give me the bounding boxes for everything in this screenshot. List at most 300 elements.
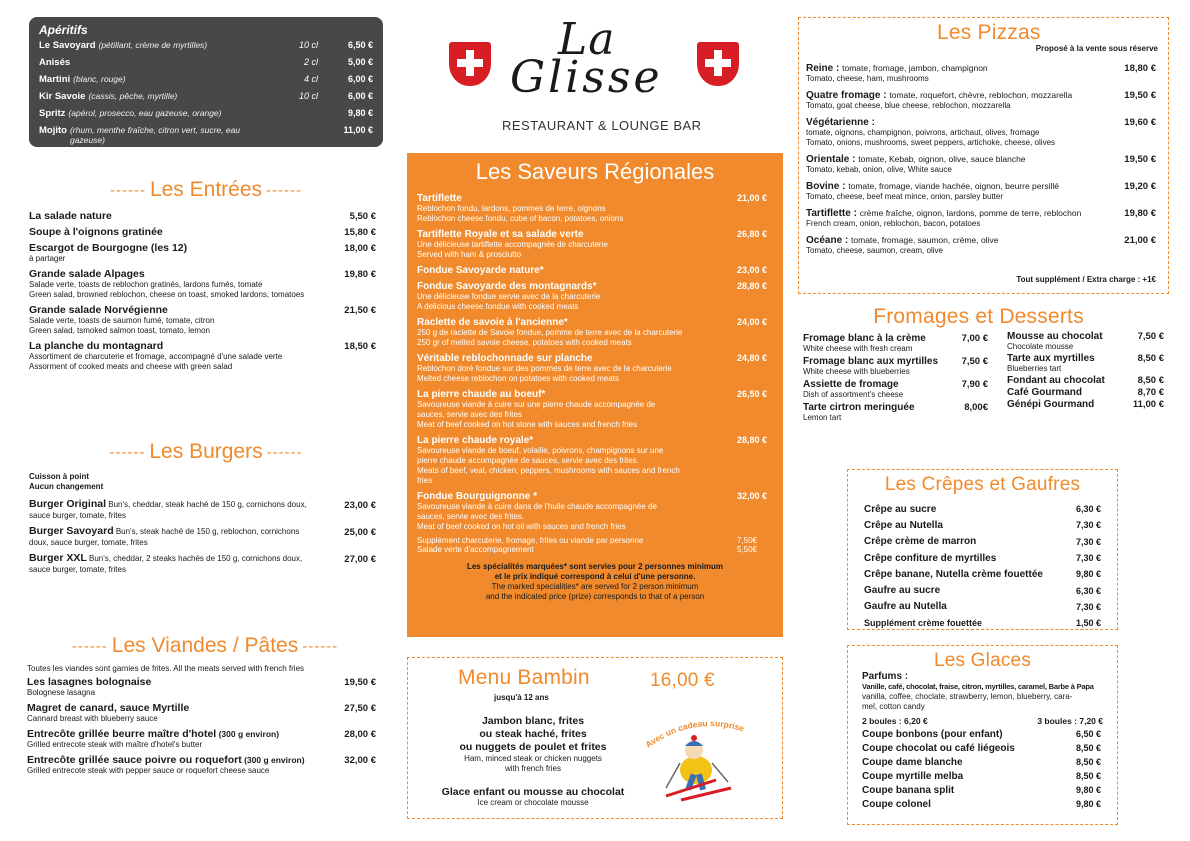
saveur-name: Raclette de savoie à l'ancienne*: [417, 317, 568, 328]
glace-name: Coupe banana split: [862, 784, 955, 796]
aperitif-price: 9,80 €: [347, 108, 373, 118]
crepe-price: 7,30 €: [1075, 520, 1101, 531]
dessert-price: 8,00€: [964, 402, 988, 413]
saveur-row: [417, 389, 773, 400]
viande-name: Entrecôte grillée beurre maître d'hotel: [27, 728, 217, 740]
viande-desc: Grilled entrecote steak with pepper sauce or roquefort cheese sauce: [27, 766, 270, 775]
aperitif-price: 11,00 €: [343, 125, 373, 135]
saveur-name: Fondue Bourguignonne *: [417, 491, 537, 502]
pizza-item: [806, 90, 1156, 111]
aperitif-row: [39, 108, 373, 125]
bambin-main-en-line: Ham, minced steak or chicken nuggets: [464, 754, 602, 763]
viande-row: [27, 676, 383, 688]
saveurs-regionales-panel: [407, 153, 783, 637]
dessert-price: 8,50 €: [1137, 353, 1164, 364]
viandes-list: [27, 676, 383, 776]
bambin-main-en: [438, 754, 628, 774]
saveur-item: [417, 229, 773, 260]
entree-item: [29, 226, 383, 238]
glaces-panel: [847, 645, 1118, 825]
bambin-main-line: ou nuggets de poulet et frites: [459, 741, 607, 753]
viande-item: [27, 702, 383, 724]
entree-name: Grande salade Alpages: [29, 268, 145, 280]
pizza-desc-en: French cream, onion, reblochon, bacon, potatoes: [806, 219, 981, 228]
saveur-desc: A delicious cheese fondue with cooked meats: [417, 302, 579, 311]
aperitif-name: Spritz: [39, 108, 66, 119]
entree-desc: Green salad, browned reblochon, cheese on toast, smoked lardons, tomatoes: [29, 290, 305, 299]
viande-desc: Cannard breast with blueberry sauce: [27, 714, 158, 723]
aperitif-name: Mojito: [39, 125, 67, 136]
pizza-desc-fr: tomate, roquefort, chèvre, reblochon, mozzarella: [889, 90, 1073, 100]
pizza-item: [806, 235, 1156, 256]
crepe-row: [864, 534, 1101, 550]
crepe-name: Crêpe au sucre: [864, 503, 937, 515]
pizza-desc-en: Tomato, goat cheese, blue cheese, reblochon, mozzarella: [806, 101, 1011, 110]
pizza-desc-fr: tomate, fromage, saumon, crème, olive: [851, 235, 999, 245]
glace-name: Coupe colonel: [862, 798, 931, 810]
entree-price: 21,50 €: [344, 305, 376, 316]
crepe-row: [864, 582, 1101, 598]
burger-price: 23,00 €: [344, 500, 376, 511]
dessert-desc: White cheese with fresh cream: [803, 344, 913, 353]
saveur-desc: Meats of beef, veal, chicken, peppers, mushrooms with sauces and french: [417, 466, 680, 475]
glace-price: 8,50 €: [1075, 771, 1101, 781]
aperitif-desc: (apérol, prosecco, eau gazeuse, orange): [68, 108, 222, 118]
viande-name-wrap: [27, 754, 305, 766]
entree-desc: Salade verte, toasts de saumon fumé, tomate, citron: [29, 316, 215, 325]
crepe-price: 6,30 €: [1075, 504, 1101, 515]
aperitif-desc: (blanc, rouge): [73, 74, 126, 84]
dessert-desc: Lemon tart: [803, 413, 842, 422]
pizza-name-wrap: Tartiflette : crème fraîche, oignon, lardons, pomme de terre, reblochon: [806, 208, 1082, 219]
glace-row: [862, 769, 1103, 783]
saveurs-title: Les Saveurs Régionales: [475, 159, 715, 184]
pizza-row: [806, 117, 1156, 128]
saveur-desc: Meat of beef cooked on hot oil with sauces and french fries: [417, 522, 626, 531]
saveur-desc: 250 g de raclette de Savoie fondue, pomme de terre avec de la charcuterie: [417, 328, 683, 337]
saveurs-extra2-label: Salade verte d'accompagnement: [417, 545, 534, 554]
pizzas-panel: [798, 17, 1169, 294]
pizza-row: [806, 208, 1156, 219]
saveur-note-line: Les spécialités marquées* sont servies pour 2 personnes minimum: [466, 562, 724, 571]
aperitif-price: 5,00 €: [347, 57, 373, 67]
bambin-main: [438, 715, 628, 774]
viande-name-wrap: [27, 728, 279, 740]
saveur-price: 23,00 €: [736, 265, 767, 275]
dessert-price: 7,50 €: [1137, 331, 1164, 342]
pizza-desc-en: Tomato, cheese, ham, mushrooms: [806, 74, 929, 83]
aperitif-row: [39, 91, 373, 108]
saveur-desc: Savoureuse viande à cuire dans de l'huile chaude accompagnée de: [417, 502, 657, 511]
viande-desc: Grilled entrecote steak with maître d'hotel's butter: [27, 740, 203, 749]
logo-tagline: RESTAURANT & LOUNGE BAR: [502, 118, 702, 133]
saveurs-list: [417, 193, 773, 532]
burger-name: Burger XXL: [29, 552, 87, 564]
entree-desc: Green salad, tsmoked salmon toast, tomato, lemon: [29, 326, 210, 335]
burgers-section: [29, 440, 383, 579]
aperitif-row: [39, 40, 373, 57]
dessert-desc: Dish of assortment's cheese: [803, 390, 904, 399]
restaurant-logo: [440, 14, 746, 143]
savoie-flag-left-icon: [449, 42, 491, 86]
saveur-desc: pierre chaude accompagnée de sauces, servie avec des frites.: [417, 456, 639, 465]
saveur-price: 28,80 €: [736, 435, 767, 445]
saveurs-extra1: [417, 536, 773, 545]
burger-text: [29, 525, 329, 548]
bambin-main-line: ou steak haché, frites: [479, 728, 587, 740]
entree-desc: Salade verte, toasts de reblochon gratinés, lardons fumés, tomate: [29, 280, 263, 289]
dessert-price: 8,70 €: [1137, 387, 1164, 398]
dessert-row: [803, 333, 988, 344]
entrees-section: [29, 178, 383, 376]
saveur-note-line: The marked specialities* are served for 2 person minimum: [491, 582, 699, 591]
viandes-note: Toutes les viandes sont garnies de frites. All the meats served with french fries: [27, 664, 305, 673]
saveur-row: [417, 353, 773, 364]
dessert-price: 7,50 €: [961, 356, 988, 367]
pizza-row: [806, 90, 1156, 101]
saveur-desc: sauces, servie avec des frites.: [417, 512, 525, 521]
pizza-desc-fr: tomate, fromage, viande hachée, oignon, beurre persillé: [848, 181, 1059, 191]
saveur-desc: 250 gr of melted savoie cheese, potatoes with cooked meats: [417, 338, 632, 347]
viandes-title: Les Viandes / Pâtes: [111, 634, 299, 657]
aperitif-price: 6,00 €: [347, 74, 373, 84]
burger-desc: Bun's, cheddar, steak haché de 150 g, cornichons doux,: [106, 500, 307, 509]
pizza-desc-en: Tomato, kebab, onion, olive, White sauce: [806, 165, 952, 174]
pizza-row: [806, 154, 1156, 165]
aperitif-row: [39, 125, 373, 145]
saveur-name: Tartiflette Royale et sa salade verte: [417, 229, 584, 240]
entree-row: [29, 226, 383, 238]
entree-price: 15,80 €: [344, 227, 376, 238]
saveur-desc: fries: [417, 476, 433, 485]
pizza-desc-fr: tomate, fromage, jambon, champignon: [842, 63, 988, 73]
burger-desc: Bun's, cheddar, 2 steaks hachés de 150 g, cornichons doux,: [86, 554, 303, 563]
dessert-item: [803, 356, 988, 377]
menu-bambin-panel: [407, 657, 783, 819]
dessert-price: 7,90 €: [961, 379, 988, 390]
dessert-item: [1007, 375, 1164, 386]
bambin-main-fr: [438, 715, 628, 754]
glaces-parfums-fr: Vanille, café, chocolat, fraise, citron, myrtilles, caramel, Barbe à Papa: [862, 682, 1094, 691]
viande-row: [27, 728, 383, 740]
dessert-desc: White cheese with blueberries: [803, 367, 910, 376]
pizza-item: [806, 181, 1156, 202]
viande-name-wrap: [27, 676, 151, 688]
dessert-name: Mousse au chocolat: [1007, 331, 1103, 342]
saveur-name: Véritable reblochonnade sur planche: [417, 353, 593, 364]
aperitif-volume: 2 cl: [303, 57, 318, 67]
saveur-item: [417, 265, 773, 276]
saveur-item: [417, 389, 773, 430]
dessert-name: Tarte aux myrtilles: [1007, 353, 1095, 364]
saveur-name: La pierre chaude royale*: [417, 435, 534, 446]
pizza-price: 19,50 €: [1124, 90, 1156, 101]
crepe-price: 6,30 €: [1075, 585, 1101, 596]
dessert-row: [1007, 353, 1164, 364]
saveurs-extra2: [417, 545, 773, 554]
saveurs-note: [417, 562, 773, 602]
burger-desc: Bun's, steak haché de 150 g, reblochon, cornichons: [113, 527, 300, 536]
glace-row: [862, 727, 1103, 741]
crepe-name: Crêpe au Nutella: [864, 519, 943, 531]
dessert-row: [1007, 331, 1164, 342]
pizza-name-wrap: Reine : tomate, fromage, jambon, champignon: [806, 63, 988, 74]
glaces-title: Les Glaces: [933, 650, 1032, 671]
dessert-price: 11,00 €: [1132, 399, 1164, 410]
pizza-item: [806, 154, 1156, 175]
glace-row: [862, 755, 1103, 769]
viande-name-wrap: [27, 702, 189, 714]
bambin-main-line: Jambon blanc, frites: [481, 715, 585, 727]
saveur-name: La pierre chaude au boeuf*: [417, 389, 546, 400]
dessert-name: Assiette de fromage: [803, 379, 899, 390]
burger-price: 25,00 €: [344, 527, 376, 538]
aperitif-volume: 10 cl: [298, 91, 318, 101]
burger-name: Burger Original: [29, 498, 107, 510]
aperitif-name: Le Savoyard: [39, 40, 96, 51]
dessert-desc: Blueberries tart: [1007, 364, 1062, 373]
burger-item: [29, 498, 383, 521]
pizza-price: 19,80 €: [1124, 208, 1156, 219]
burger-line1: [29, 525, 329, 538]
pizza-price: 19,20 €: [1124, 181, 1156, 192]
crepe-row: [864, 550, 1101, 566]
glace-name: Coupe bonbons (pour enfant): [862, 728, 1003, 740]
entree-desc: Assorment of cooked meats and cheese with green salad: [29, 362, 233, 371]
crepe-name: Gaufre au Nutella: [864, 601, 947, 613]
saveur-item: [417, 491, 773, 532]
crepes-title: Les Crêpes et Gaufres: [884, 474, 1081, 495]
entree-price: 5,50 €: [349, 211, 376, 222]
glace-price: 6,50 €: [1075, 729, 1101, 739]
dessert-item: [803, 379, 988, 400]
crepe-price: 7,30 €: [1075, 553, 1101, 564]
entree-row: [29, 210, 383, 222]
saveur-price: 26,80 €: [736, 229, 767, 239]
entrees-title: Les Entrées: [149, 178, 263, 201]
dessert-item: [1007, 331, 1164, 352]
glaces-boules: [862, 716, 1103, 726]
pizza-row: [806, 181, 1156, 192]
pizza-item: [806, 208, 1156, 229]
burgers-title-row: ------ Les Burgers ------: [109, 440, 303, 463]
pizza-price: 19,60 €: [1124, 117, 1156, 128]
viande-price: 27,50 €: [344, 703, 376, 714]
dessert-item: [1007, 399, 1164, 410]
dessert-price: 8,50 €: [1137, 375, 1164, 386]
entree-row: [29, 304, 383, 316]
saveur-desc: Served with ham & prosciutto: [417, 250, 522, 259]
burger-desc2: doux, sauce burger, tomate, frites: [29, 538, 148, 547]
saveur-desc: sauces, servie avec des frites: [417, 410, 522, 419]
saveur-item: [417, 281, 773, 312]
entree-name: Soupe à l'oignons gratinée: [29, 226, 163, 238]
bambin-gift-text: Avec un cadeau surprise: [643, 718, 746, 750]
pizza-item: [806, 63, 1156, 84]
saveur-item: [417, 435, 773, 486]
viande-name: Les lasagnes bolognaise: [27, 676, 152, 688]
entree-name: Escargot de Bourgogne (les 12): [29, 242, 188, 254]
burgers-note-cuisson: Cuisson à point: [29, 472, 89, 481]
saveur-name: Fondue Savoyarde des montagnards*: [417, 281, 597, 292]
glace-row: [862, 797, 1103, 811]
crepe-row: [864, 566, 1101, 582]
entree-name: Grande salade Norvégienne: [29, 304, 168, 316]
glace-name: Coupe myrtille melba: [862, 770, 964, 782]
pizza-price: 18,80 €: [1124, 63, 1156, 74]
saveur-row: [417, 317, 773, 328]
dessert-row: [803, 379, 988, 390]
viande-price: 28,00 €: [344, 729, 376, 740]
entree-price: 19,80 €: [344, 269, 376, 280]
glace-price: 9,80 €: [1075, 785, 1101, 795]
entree-item: [29, 242, 383, 264]
viande-extra: (300 g environ): [241, 755, 305, 765]
saveurs-extra2-price: 5,50€: [736, 545, 757, 554]
bambin-dessert-en: Ice cream or chocolate mousse: [477, 798, 589, 807]
saveur-price: 24,80 €: [736, 353, 767, 363]
crepe-row: [864, 615, 1101, 631]
saveur-desc: Savoureuse viande de boeuf, volaille, poivrons, champignons sur une: [417, 446, 664, 455]
entree-item: [29, 268, 383, 300]
burger-text: [29, 552, 329, 575]
bambin-dessert-fr: Glace enfant ou mousse au chocolat: [441, 786, 625, 798]
viande-item: [27, 676, 383, 698]
glace-row: [862, 741, 1103, 755]
saveur-row: [417, 491, 773, 502]
glace-price: 9,80 €: [1075, 799, 1101, 809]
saveur-note-line: and the indicated price (prize) corresponds to that of a person: [485, 592, 705, 601]
saveur-note-line: et le prix indiqué correspond à celui d'une personne.: [494, 572, 696, 581]
saveur-item: [417, 317, 773, 348]
glaces-parfums-en2: mel, cotton candy: [862, 702, 925, 711]
entrees-list: [29, 210, 383, 372]
burger-item: [29, 525, 383, 548]
dessert-row: [1007, 387, 1164, 398]
aperitifs-list: [39, 40, 373, 145]
saveur-desc: Reblochon fondu, lardons, pommes de terre, oignons: [417, 204, 606, 213]
burger-text: [29, 498, 329, 521]
entree-item: [29, 340, 383, 372]
crepes-panel: [847, 469, 1118, 630]
entree-name: La salade nature: [29, 210, 112, 222]
fromages-left-list: [803, 333, 988, 425]
aperitif-desc: (pétillant, crème de myrtilles): [98, 40, 208, 50]
crepe-price: 7,30 €: [1075, 601, 1101, 612]
glace-row: [862, 783, 1103, 797]
glace-price: 8,50 €: [1075, 757, 1101, 767]
burger-line1: [29, 552, 329, 565]
entree-price: 18,00 €: [344, 243, 376, 254]
pizza-price: 19,50 €: [1124, 154, 1156, 165]
crepe-row: [864, 599, 1101, 615]
dessert-name: Fromage blanc à la crème: [803, 333, 926, 344]
burgers-list: [29, 498, 383, 575]
entree-item: [29, 210, 383, 222]
glaces-parfums-label: Parfums :: [862, 671, 909, 682]
pizza-desc-en: tomate, oignons, champignon, poivrons, artichaut, olives, fromage: [806, 128, 1040, 137]
viande-item: [27, 728, 383, 750]
crepe-row: [864, 501, 1101, 517]
logo-line1: La: [558, 14, 616, 65]
viande-row: [27, 754, 383, 766]
entree-row: [29, 340, 383, 352]
crepe-name: Crêpe crème de marron: [864, 536, 977, 548]
dessert-item: [1007, 353, 1164, 374]
entree-row: [29, 268, 383, 280]
entree-name: La planche du montagnard: [29, 340, 164, 352]
saveur-name: Fondue Savoyarde nature*: [417, 265, 544, 276]
saveur-desc: Reblochon cheese fondu, cube of bacon, potatoes, onions: [417, 214, 624, 223]
pizza-name-wrap: Océane : tomate, fromage, saumon, crème, olive: [806, 235, 999, 246]
saveur-row: [417, 281, 773, 292]
aperitif-price: 6,00 €: [347, 91, 373, 101]
glaces-parfums-en: vanilla, coffee, choclate, strawberry, lemon, blueberry, cara-: [862, 692, 1073, 701]
pizza-desc-fr: tomate, Kebab, oignon, olive, sauce blanche: [858, 154, 1026, 164]
pizza-price: 21,00 €: [1124, 235, 1156, 246]
saveur-desc: Une délicieuse fondue servie avec de la charcuterie: [417, 292, 601, 301]
pizza-desc-en: Tomato, onions, mushrooms, sweet peppers, artichoke, cheese, olives: [806, 138, 1056, 147]
aperitif-volume: 4 cl: [303, 74, 318, 84]
crepes-list: [864, 501, 1101, 631]
saveurs-extra1-label: Supplément charcuterie, fromage, frites ou viande par personne: [417, 536, 644, 545]
aperitif-row: [39, 57, 373, 74]
burgers-note: [29, 472, 383, 492]
dessert-desc: Chocolate mousse: [1007, 342, 1074, 351]
entree-row: [29, 242, 383, 254]
viande-row: [27, 702, 383, 714]
aperitif-name: Kir Savoie: [39, 91, 86, 102]
dessert-row: [1007, 399, 1164, 410]
crepe-row: [864, 517, 1101, 533]
fromages-section: [798, 305, 1169, 422]
bambin-price: 16,00 €: [650, 670, 715, 691]
burger-item: [29, 552, 383, 575]
pizza-desc-en: Tomato, cheese, saumon, cream, olive: [806, 246, 943, 255]
burger-name: Burger Savoyard: [29, 525, 114, 537]
saveur-row: [417, 435, 773, 446]
saveurs-extra1-price: 7,50€: [736, 536, 757, 545]
dessert-name: Fromage blanc aux myrtilles: [803, 356, 939, 367]
crepe-price: 1,50 €: [1075, 618, 1101, 629]
aperitif-desc: (cassis, pêche, myrtille): [88, 91, 178, 101]
crepe-name: Supplément crème fouettée: [864, 618, 983, 629]
burgers-note-changement: Aucun changement: [29, 482, 104, 491]
entree-desc: Assortiment de charcuterie et fromage, accompagné d'une salade verte: [29, 352, 283, 361]
pizza-row: [806, 235, 1156, 246]
bambin-main-en-line: with french fries: [504, 764, 562, 773]
viande-price: 19,50 €: [344, 677, 376, 688]
saveur-desc: Reblochon doré fondue sur des pommes de terre avec de la charcuterie: [417, 364, 672, 373]
glaces-three-balls: 3 boules : 7,20 €: [1037, 716, 1103, 726]
dessert-row: [803, 402, 988, 413]
viande-name: Entrecôte grillée sauce poivre ou roquefort: [27, 754, 242, 766]
saveur-item: [417, 353, 773, 384]
dessert-item: [1007, 387, 1164, 398]
aperitif-price: 6,50 €: [347, 40, 373, 50]
viande-price: 32,00 €: [344, 755, 376, 766]
saveur-row: [417, 193, 773, 204]
dessert-name: Café Gourmand: [1007, 387, 1083, 398]
pizza-desc-fr: crème fraîche, oignon, lardons, pomme de terre, reblochon: [859, 208, 1082, 218]
pizzas-note: Proposé à la vente sous réserve: [1035, 44, 1158, 53]
glaces-list: [862, 727, 1103, 811]
burger-price: 27,00 €: [344, 554, 376, 565]
entree-desc: à partager: [29, 254, 66, 263]
saveur-desc: Savoureuse viande à cuire sur une pierre chaude accompagnée de: [417, 400, 656, 409]
burgers-title: Les Burgers: [149, 440, 263, 463]
aperitif-name: Martini: [39, 74, 71, 85]
